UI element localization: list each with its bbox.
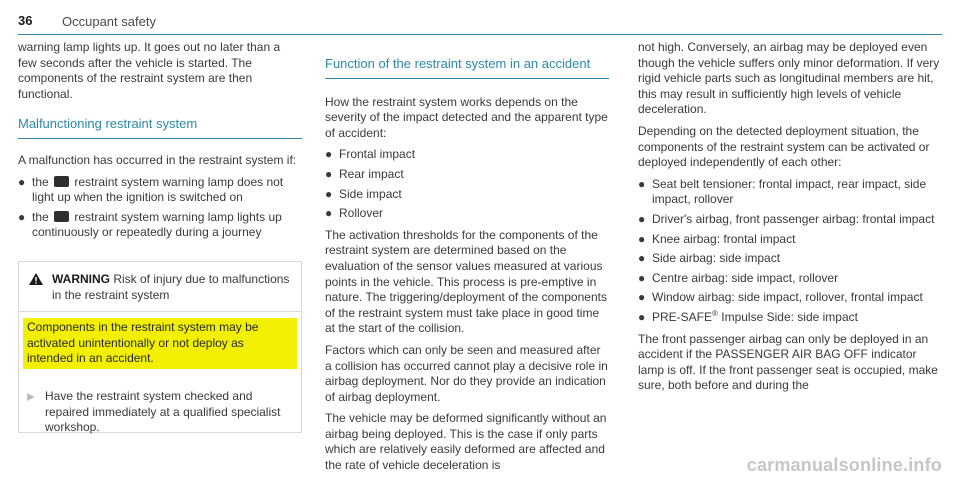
continuation-paragraph: not high. Conversely, an airbag may be deployed even though the vehicle suffers only minor deformation. If very rigid vehicle parts such as longitudinal members are hit, this may result in sufficiently high levels of vehicle deceleration. (638, 40, 940, 117)
component-list (638, 177, 942, 326)
list-item: ● Frontal impact (325, 147, 416, 162)
airbag-warning-lamp-icon (54, 211, 69, 222)
column-3 (638, 40, 942, 400)
list-item: ● Rear impact (325, 166, 404, 181)
bullet-icon: ● (638, 251, 646, 266)
bullet-icon: ● (18, 209, 26, 224)
bullet-icon: ● (18, 174, 26, 189)
action-text: Have the restraint system checked and repaired immediately at a qualified specialist workshop. (45, 388, 281, 435)
page-header (18, 10, 942, 35)
function-paragraph: How the restraint system works depends on the severity of the impact detected and the apparent type of accident: (325, 94, 608, 140)
bullet-icon: ● (325, 186, 333, 201)
section-title: Occupant safety (62, 14, 156, 29)
warning-highlight (27, 318, 293, 369)
factors-paragraph: Factors which can only be seen and measured after a collision has occurred cannot play a decisive role in airbag deployment. Nor do they provide an indication of airbag deployment. (325, 342, 608, 404)
heading-malfunctioning: Malfunctioning restraint system (18, 116, 302, 139)
page-number: 36 (18, 13, 33, 28)
list-item: ● Side impact (325, 186, 402, 201)
warning-title: Risk of injury due to malfunctions in the restraint system (52, 271, 290, 302)
list-item: ● the restraint system warning lamp does not light up when the ignition is switched on (18, 174, 284, 205)
deployment-paragraph: Depending on the detected deployment situation, the components of the restraint system can be activated or deployed independently of each other: (638, 123, 930, 170)
list-item: ● Rollover (325, 206, 384, 221)
watermark: carmanualsonline.info (746, 455, 942, 475)
malfunction-list (18, 175, 302, 241)
bullet-icon: ● (325, 206, 333, 221)
list-item: ● Seat belt tensioner: frontal impact, rear impact, side impact, rollover (638, 176, 927, 207)
warning-title-line (27, 272, 293, 303)
warning-box (18, 261, 302, 433)
list-item: ● Driver's airbag, front passenger airbag: frontal impact (638, 211, 935, 226)
highlight-text: Components in the restraint system may be activated unintentionally or not deploy as intended in an accident. (23, 318, 297, 369)
list-item: ● Side airbag: side impact (638, 251, 781, 266)
column-1 (18, 40, 302, 433)
warning-triangle-icon (29, 273, 43, 285)
passenger-airbag-paragraph: The front passenger airbag can only be deployed in an accident if the PASSENGER AIR BAG OFF indicator lamp is off. If the front passenger seat is occupied, make sure, both before and during the (638, 331, 938, 393)
bullet-icon: ● (325, 147, 333, 162)
bullet-icon: ● (638, 176, 646, 191)
column-2 (325, 40, 609, 480)
deformation-paragraph: The vehicle may be deformed significantly without an airbag being deployed. This is the case if only parts which are relatively easily deformed are affected and the rate of vehicle deceleration is (325, 411, 607, 473)
bullet-icon: ● (638, 309, 646, 324)
action-step (27, 389, 293, 436)
list-item: ● Window airbag: side impact, rollover, frontal impact (638, 290, 923, 305)
warning-label: WARNING (52, 271, 110, 286)
accident-type-list (325, 147, 609, 221)
list-item: ● PRE-SAFE® Impulse Side: side impact (638, 308, 858, 324)
heading-function: Function of the restraint system in an accident (325, 56, 609, 79)
bullet-icon: ● (638, 211, 646, 226)
airbag-warning-lamp-icon (54, 176, 69, 187)
list-item: ● the restraint system warning lamp lights up continuously or repeatedly during a journey (18, 209, 282, 240)
divider (19, 311, 301, 312)
bullet-icon: ● (325, 166, 333, 181)
list-item: ● Centre airbag: side impact, rollover (638, 270, 839, 285)
intro-paragraph: warning lamp lights up. It goes out no later than a few seconds after the vehicle is started. The components of the restraint system are then functional. (18, 40, 281, 101)
bullet-icon: ● (638, 290, 646, 305)
activation-paragraph: The activation thresholds for the components of the restraint system are determined based on the evaluation of the sensor values measured at various points in the vehicle. This process is pre-emptive in nature. The triggering/deployment of the components of the restraint system must take place in good time at the start of the collision. (325, 227, 607, 336)
arrow-right-icon (27, 393, 35, 401)
bullet-icon: ● (638, 231, 646, 246)
bullet-icon: ● (638, 270, 646, 285)
malfunction-paragraph: A malfunction has occurred in the restraint system if: (18, 152, 297, 167)
list-item: ● Knee airbag: frontal impact (638, 231, 796, 246)
